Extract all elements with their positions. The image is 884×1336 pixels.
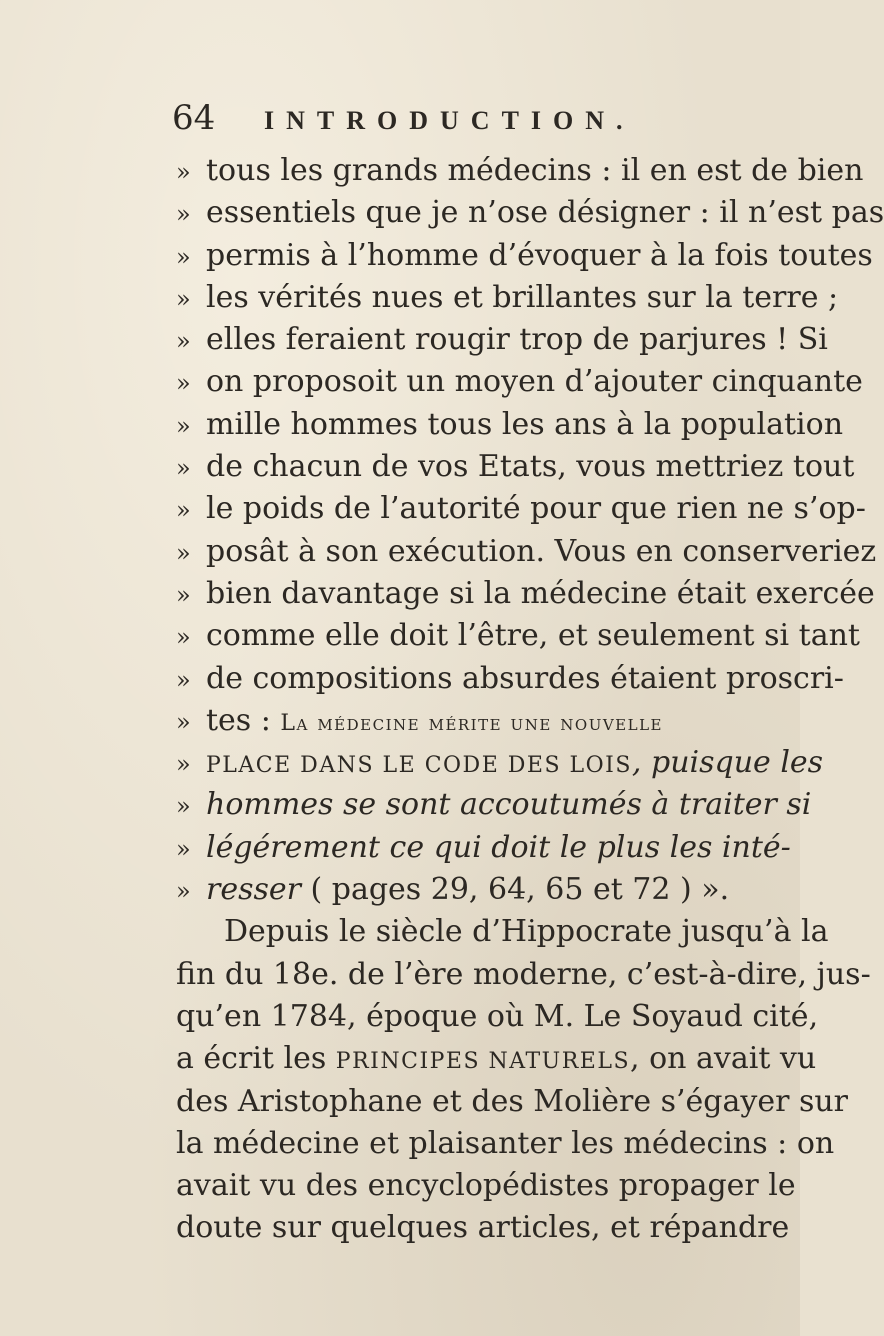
paragraph-line: la médecine et plaisanter les médecins : on: [176, 1125, 835, 1161]
text-line: [176, 742, 824, 784]
quote-mark: »: [176, 877, 191, 906]
line-text: les vérités nues et brillantes sur la terre ;: [206, 279, 839, 315]
text-line: [176, 615, 860, 657]
italic-text: resser: [206, 872, 301, 908]
line-text: tous les grands médecins : il en est de bien: [206, 153, 864, 188]
running-head: [172, 98, 732, 142]
quote-mark: »: [176, 200, 191, 229]
text-line: [176, 361, 863, 403]
quote-mark: »: [176, 792, 191, 821]
small-caps-text: PRINCIPES NATURELS: [335, 1049, 631, 1075]
line-text: de compositions absurdes étaient proscri-: [206, 660, 844, 696]
line-text: tes :: [206, 702, 281, 738]
line-text: a écrit les: [176, 1041, 336, 1077]
line-text: , on avait vu: [630, 1041, 817, 1077]
quote-mark: »: [176, 411, 191, 440]
line-text: essentiels que je n’ose désigner : il n’est pas: [206, 195, 884, 231]
quote-mark: »: [176, 707, 191, 736]
paragraph-line: fin du 18e. de l’ère moderne, c’est-à-dire, jus-: [176, 956, 871, 992]
quote-mark: »: [176, 623, 191, 652]
text-line: [176, 192, 884, 234]
page-number: 64: [172, 98, 216, 138]
line-text: mille hommes tous les ans à la population: [206, 406, 844, 442]
small-caps-text: PLACE DANS LE CODE DES LOIS: [206, 753, 632, 779]
paragraph-line: qu’en 1784, époque où M. Le Soyaud cité,: [176, 998, 819, 1034]
quote-mark: »: [176, 834, 191, 863]
quote-mark: »: [176, 496, 191, 525]
line-text: de chacun de vos Etats, vous mettriez tout: [206, 449, 855, 485]
line-text: bien davantage si la médecine était exercée: [206, 575, 875, 611]
quote-mark: »: [176, 242, 191, 271]
quote-mark: »: [176, 454, 191, 483]
quote-mark: »: [176, 538, 191, 567]
line-text: ( pages 29, 64, 65 et 72 ) ».: [300, 872, 730, 908]
italic-text: , puisque les: [631, 745, 824, 781]
line-text: comme elle doit l’être, et seulement si tant: [206, 618, 860, 654]
text-line: [176, 573, 875, 615]
paragraph-line: des Aristophane et des Molière s’égayer sur: [176, 1083, 849, 1119]
quote-mark: »: [176, 158, 191, 186]
small-caps-text: La médecine mérite une nouvelle: [280, 710, 663, 736]
text-line: [176, 488, 866, 530]
text-line: [176, 235, 873, 277]
line-text: permis à l’homme d’évoquer à la fois toutes: [206, 237, 873, 273]
quote-mark: »: [176, 284, 191, 313]
italic-text: légérement ce qui doit le plus les inté-: [206, 829, 791, 865]
text-line: [176, 827, 791, 869]
text-line: [176, 446, 855, 488]
text-line: [176, 404, 844, 446]
paragraph-line: Depuis le siècle d’Hippocrate jusqu’à la: [224, 914, 829, 950]
quote-mark: »: [176, 369, 191, 398]
quote-mark: »: [176, 750, 191, 779]
line-text: le poids de l’autorité pour que rien ne s’op-: [206, 491, 866, 527]
paragraph-line: avait vu des encyclopédistes propager le: [176, 1168, 796, 1204]
italic-text: hommes se sont accoutumés à traiter si: [206, 787, 812, 823]
text-line: [176, 531, 877, 573]
paragraph-line: doute sur quelques articles, et répandre: [176, 1210, 790, 1246]
quote-mark: »: [176, 327, 191, 356]
body-text: [176, 150, 884, 1250]
text-line: [176, 658, 844, 700]
line-text: elles feraient rougir trop de parjures ! Si: [206, 322, 828, 358]
text-line: [176, 277, 839, 319]
line-text: posât à son exécution. Vous en conserveriez: [206, 533, 877, 569]
text-line: [176, 700, 786, 742]
quote-mark: »: [176, 665, 191, 694]
line-text: on proposoit un moyen d’ajouter cinquante: [206, 364, 863, 400]
quote-mark: »: [176, 580, 191, 609]
running-title: INTRODUCTION.: [264, 106, 635, 135]
text-line: [176, 869, 786, 911]
paragraph-line: [176, 1038, 817, 1080]
text-line: [176, 150, 864, 192]
text-line: [176, 319, 828, 361]
text-line: [176, 784, 812, 826]
